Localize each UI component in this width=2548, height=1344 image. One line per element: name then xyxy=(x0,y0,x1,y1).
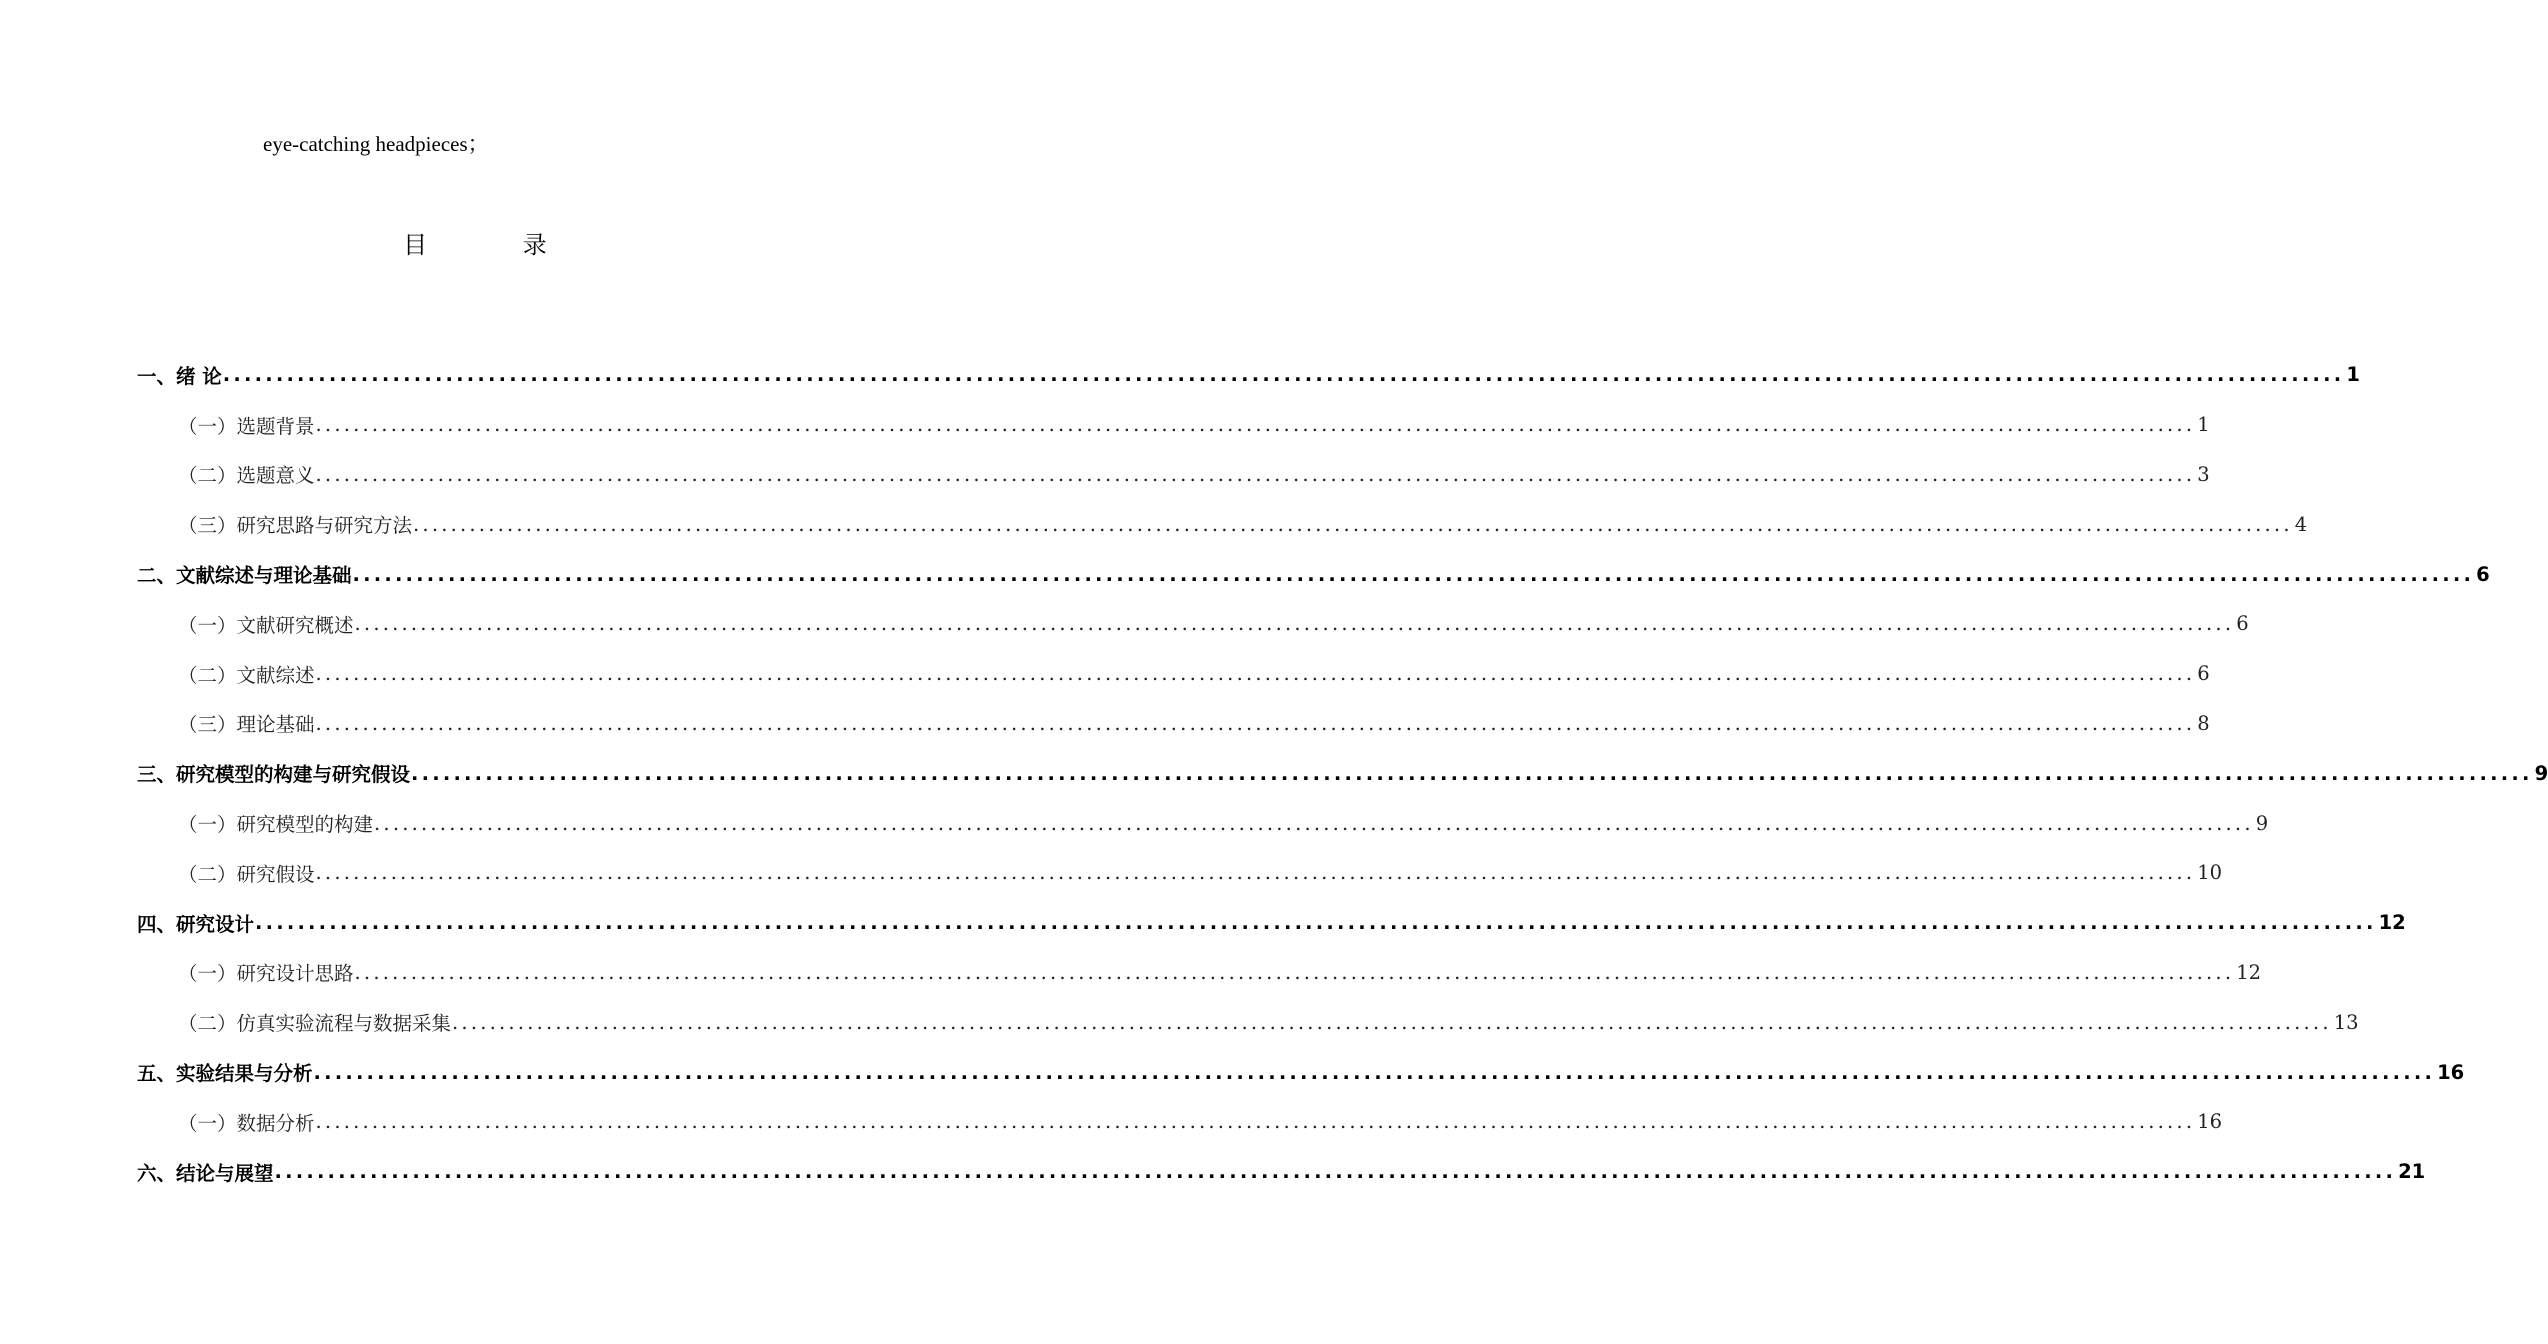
toc-page-number: 8 xyxy=(2197,711,2210,735)
toc-section-entry[interactable] xyxy=(137,848,2223,898)
toc-page-number: 4 xyxy=(2294,512,2308,536)
toc-entry-label: （一）选题背景 xyxy=(178,414,315,438)
toc-page-number: 1 xyxy=(2346,363,2360,387)
toc-section-entry[interactable] xyxy=(137,649,2210,699)
toc-page-number: 9 xyxy=(2255,811,2269,835)
toc-page-number: 9 xyxy=(2534,761,2548,785)
toc-page-number: 3 xyxy=(2197,462,2210,486)
toc-section-entry[interactable] xyxy=(137,400,2210,450)
toc-dot-leader: ........................................................................................................................................................................................................ xyxy=(354,612,2235,636)
toc-entry-label: 四、研究设计 xyxy=(137,912,255,936)
toc-entry-label: 五、实验结果与分析 xyxy=(137,1062,313,1086)
toc-page-number: 6 xyxy=(2476,562,2490,586)
toc-section-entry[interactable] xyxy=(137,499,2308,549)
toc-page-number: 12 xyxy=(2378,911,2406,935)
toc-page-number: 13 xyxy=(2333,1010,2359,1034)
toc-dot-leader: ........................................................................................................................................................................................................ xyxy=(413,512,2293,536)
toc-dot-leader: ........................................................................................................................................................................................................ xyxy=(315,662,2196,686)
toc-entry-label: （一）文献研究概述 xyxy=(178,613,354,637)
toc-page-number: 1 xyxy=(2197,413,2210,437)
toc-section-entry[interactable] xyxy=(137,798,2269,848)
toc-chapter-entry[interactable] xyxy=(137,898,2406,948)
toc-dot-leader: ........................................................................................................................................................................................................ xyxy=(315,462,2196,486)
toc-page-number: 21 xyxy=(2398,1160,2426,1184)
toc-dot-leader: ........................................................................................................................................................................................................ xyxy=(315,1110,2196,1134)
toc-dot-leader: ........................................................................................................................................................................................................ xyxy=(411,761,2533,785)
toc-entry-label: 六、结论与展望 xyxy=(137,1161,274,1185)
toc-entry-label: 三、研究模型的构建与研究假设 xyxy=(137,763,411,787)
toc-section-entry[interactable] xyxy=(137,997,2359,1047)
toc-chapter-entry[interactable] xyxy=(137,1147,2426,1197)
toc-dot-leader: ........................................................................................................................................................................................................ xyxy=(315,861,2196,885)
toc-entry-label: （三）理论基础 xyxy=(178,713,315,737)
toc-dot-leader: ........................................................................................................................................................................................................ xyxy=(315,413,2196,437)
toc-entry-label: （一）数据分析 xyxy=(178,1111,315,1135)
toc-entry-label: （二）仿真实验流程与数据采集 xyxy=(178,1012,452,1036)
toc-dot-leader: ........................................................................................................................................................................................................ xyxy=(313,1060,2436,1084)
table-of-contents xyxy=(137,350,2548,1197)
toc-page-number: 12 xyxy=(2236,960,2262,984)
toc-title: 目 录 xyxy=(403,231,591,259)
toc-dot-leader: ........................................................................................................................................................................................................ xyxy=(222,363,2345,387)
toc-page-number: 10 xyxy=(2197,861,2223,885)
toc-section-entry[interactable] xyxy=(137,450,2210,500)
toc-dot-leader: ........................................................................................................................................................................................................ xyxy=(315,711,2196,735)
toc-section-entry[interactable] xyxy=(137,1097,2223,1147)
toc-entry-label: （一）研究模型的构建 xyxy=(178,813,374,837)
toc-dot-leader: ........................................................................................................................................................................................................ xyxy=(255,911,2377,935)
toc-entry-label: （二）研究假设 xyxy=(178,862,315,886)
toc-entry-label: 二、文献综述与理论基础 xyxy=(137,564,352,588)
toc-section-entry[interactable] xyxy=(137,948,2262,998)
toc-entry-label: （二）文献综述 xyxy=(178,663,315,687)
toc-section-entry[interactable] xyxy=(137,599,2249,649)
toc-page-number: 6 xyxy=(2236,612,2249,636)
toc-chapter-entry[interactable] xyxy=(137,350,2360,400)
toc-dot-leader: ........................................................................................................................................................................................................ xyxy=(354,960,2235,984)
toc-page-number: 6 xyxy=(2197,662,2210,686)
toc-dot-leader: ........................................................................................................................................................................................................ xyxy=(452,1010,2332,1034)
toc-entry-label: （二）选题意义 xyxy=(178,464,315,488)
toc-page-number: 16 xyxy=(2437,1060,2465,1084)
toc-chapter-entry[interactable] xyxy=(137,1047,2465,1097)
toc-section-entry[interactable] xyxy=(137,699,2210,749)
carryover-text: eye-catching headpieces； xyxy=(263,132,489,156)
toc-chapter-entry[interactable] xyxy=(137,748,2548,798)
toc-entry-label: （三）研究思路与研究方法 xyxy=(178,514,413,538)
toc-entry-label: 一、绪 论 xyxy=(137,364,222,388)
toc-dot-leader: ........................................................................................................................................................................................................ xyxy=(274,1160,2397,1184)
toc-chapter-entry[interactable] xyxy=(137,549,2490,599)
toc-page-number: 16 xyxy=(2197,1110,2223,1134)
toc-dot-leader: ........................................................................................................................................................................................................ xyxy=(374,811,2254,835)
toc-entry-label: （一）研究设计思路 xyxy=(178,962,354,986)
toc-dot-leader: ........................................................................................................................................................................................................ xyxy=(352,562,2475,586)
